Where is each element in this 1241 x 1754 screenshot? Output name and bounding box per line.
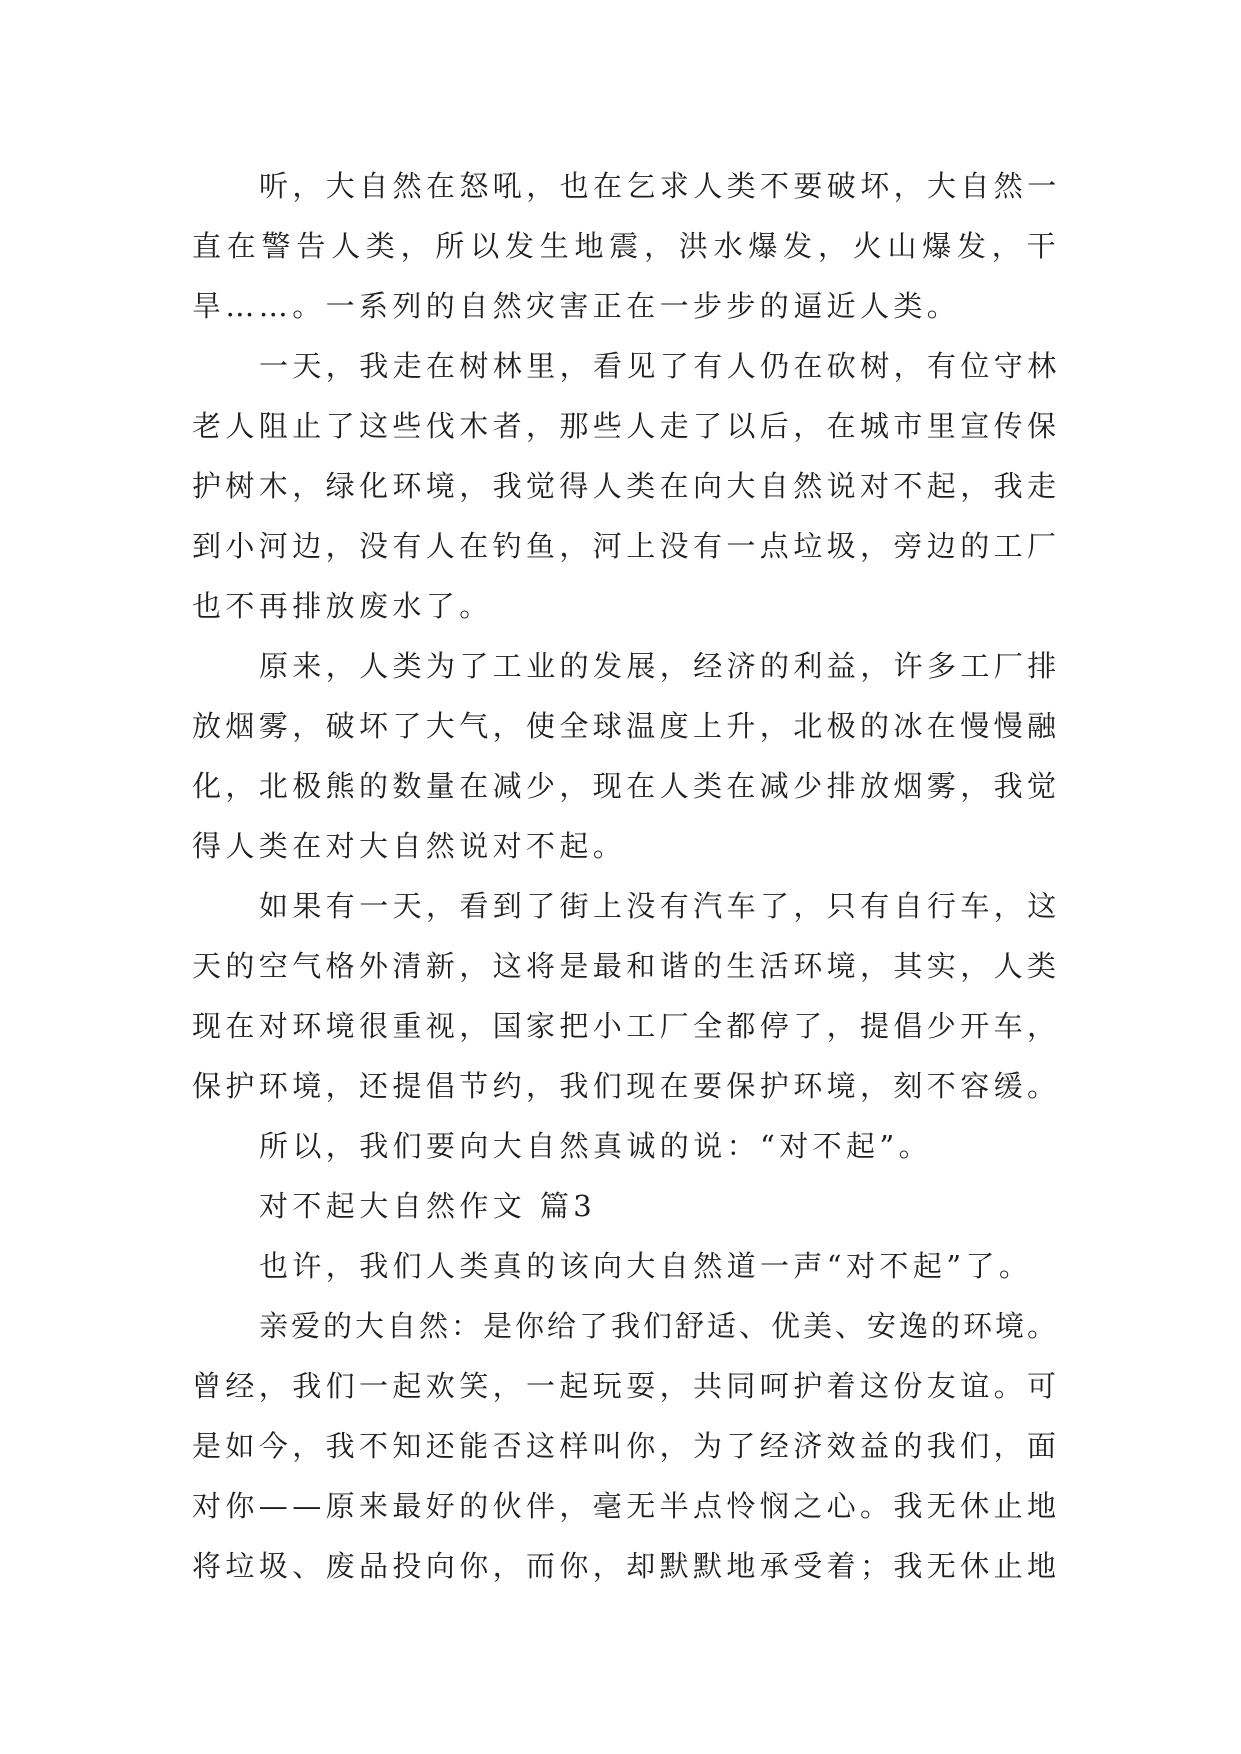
- text-line: 旱……。一系列的自然灾害正在一步步的逼近人类。: [192, 289, 961, 323]
- document-body: [192, 156, 1060, 1596]
- section-heading: 对不起大自然作文 篇3: [259, 1189, 597, 1223]
- text-line: 保护环境，还提倡节约，我们现在要保护环境，刻不容缓。: [192, 1069, 1061, 1103]
- text-line: 化，北极熊的数量在减少，现在人类在减少排放烟雾，我觉: [192, 769, 1061, 803]
- text-line: 听，大自然在怒吼，也在乞求人类不要破坏，大自然一: [259, 169, 1061, 203]
- paragraph: [192, 636, 1060, 876]
- text-line: 放烟雾，破坏了大气，使全球温度上升，北极的冰在慢慢融: [192, 709, 1061, 743]
- paragraph: [192, 876, 1060, 1116]
- paragraph: [192, 1236, 1060, 1296]
- paragraph: [192, 1296, 1060, 1596]
- text-line: 是如今，我不知还能否这样叫你，为了经济效益的我们，面: [192, 1429, 1061, 1463]
- text-line: 如果有一天，看到了街上没有汽车了，只有自行车，这: [259, 889, 1061, 923]
- text-line: 也不再排放废水了。: [192, 589, 493, 623]
- text-line: 所以，我们要向大自然真诚的说：“对不起”。: [259, 1129, 933, 1163]
- text-line: 一天，我走在树林里，看见了有人仍在砍树，有位守林: [259, 349, 1061, 383]
- text-line: 到小河边，没有人在钓鱼，河上没有一点垃圾，旁边的工厂: [192, 529, 1061, 563]
- text-line: 护树木，绿化环境，我觉得人类在向大自然说对不起，我走: [192, 469, 1061, 503]
- text-line: 也许，我们人类真的该向大自然道一声“对不起”了。: [259, 1249, 1033, 1283]
- paragraph: [192, 1116, 1060, 1176]
- text-line: 亲爱的大自然：是你给了我们舒适、优美、安逸的环境。: [259, 1309, 1060, 1343]
- text-line: 得人类在对大自然说对不起。: [192, 829, 627, 863]
- text-line: 将垃圾、废品投向你，而你，却默默地承受着；我无休止地: [192, 1549, 1061, 1583]
- text-line: 曾经，我们一起欢笑，一起玩耍，共同呵护着这份友谊。可: [192, 1369, 1061, 1403]
- text-line: 现在对环境很重视，国家把小工厂全都停了，提倡少开车，: [192, 1009, 1061, 1043]
- text-line: 直在警告人类，所以发生地震，洪水爆发，火山爆发，干: [192, 229, 1060, 263]
- paragraph: [192, 156, 1060, 336]
- text-line: 对你——原来最好的伙伴，毫无半点怜悯之心。我无休止地: [192, 1489, 1061, 1523]
- text-line: 天的空气格外清新，这将是最和谐的生活环境，其实，人类: [192, 949, 1061, 983]
- text-line: 原来，人类为了工业的发展，经济的利益，许多工厂排: [259, 649, 1061, 683]
- paragraph: [192, 336, 1060, 636]
- text-line: 老人阻止了这些伐木者，那些人走了以后，在城市里宣传保: [192, 409, 1061, 443]
